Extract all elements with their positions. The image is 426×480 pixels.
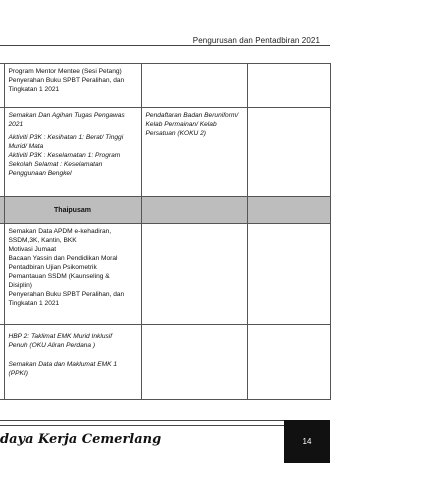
notes-cell <box>247 64 330 108</box>
cell-text: Murid/ Mata <box>8 143 44 150</box>
table-row <box>0 325 330 400</box>
cell-text: Penggunaan Bengkel <box>8 170 72 177</box>
cocurricular-cell <box>141 64 247 108</box>
activity-cell <box>4 224 141 325</box>
cell-text: Penyerahan Buku SPBT Peralihan, dan <box>8 291 125 298</box>
cell-text: Penyerahan Buku SPBT Peralihan, dan <box>8 77 125 84</box>
cocurricular-cell <box>141 325 247 400</box>
notes-cell <box>247 325 330 400</box>
page-number: 14 <box>302 437 312 446</box>
cocurricular-cell <box>141 108 247 197</box>
activity-cell <box>4 108 141 197</box>
cell-text: Aktiviti P3K : Keselamatan 1: Program <box>8 152 121 159</box>
notes-cell <box>247 108 330 197</box>
cell-text: Penuh (OKU Aliran Perdana ) <box>8 342 96 349</box>
cell-text: Tingkatan 1 2021 <box>8 300 60 307</box>
cell-text: 2021 <box>8 121 24 128</box>
activity-cell <box>4 325 141 400</box>
cell-text: Disiplin) <box>8 282 32 289</box>
cell-text: Motivasi Jumaat <box>8 246 57 253</box>
holiday-label: Thaipusam <box>4 197 141 224</box>
cocurricular-cell <box>141 197 247 224</box>
header-divider <box>0 45 330 46</box>
cell-text: Aktiviti P3K : Kesihatan 1: Berat/ Tinggi <box>8 134 124 141</box>
notes-cell <box>247 197 330 224</box>
cell-text: Pentadbiran Ujian Psikometrik <box>8 264 97 271</box>
cell-text: Persatuan (KOKU 2) <box>145 130 206 137</box>
cell-text: Bacaan Yassin dan Pendidikan Moral <box>8 255 118 262</box>
page-number-box <box>284 420 330 463</box>
cell-text: SSDM,3K, Kantin, BKK <box>8 237 77 244</box>
cocurricular-cell <box>141 224 247 325</box>
footer-divider-secondary <box>0 425 312 426</box>
table-row <box>0 224 330 325</box>
notes-cell <box>247 224 330 325</box>
cell-text: Pendaftaran Badan Beruniform/ <box>145 112 239 119</box>
line-gap <box>9 350 137 360</box>
cell-text: Semakan Data dan Maklumat EMK 1 <box>8 361 117 368</box>
cell-text: Sekolah Selamat : Keselamatan <box>8 161 103 168</box>
cell-text: Semakan Data APDM e-kehadiran, <box>8 228 112 235</box>
activity-cell <box>4 64 141 108</box>
cell-text: Pemantauan SSDM (Kaunseling & <box>8 273 110 280</box>
cell-text: Kelab Permainan/ Kelab <box>145 121 217 128</box>
holiday-row <box>0 197 330 224</box>
footer-divider <box>0 420 312 421</box>
schedule-table <box>0 63 331 400</box>
cell-text: HBP 2: Taklimat EMK Murid Inklusif <box>8 333 113 340</box>
cell-text: Tingkatan 1 2021 <box>8 86 60 93</box>
table-row <box>0 64 330 108</box>
cell-text: Program Mentor Mentee (Sesi Petang) <box>8 68 122 75</box>
page-header-title: Pengurusan dan Pentadbiran 2021 <box>192 36 320 45</box>
cell-text: Semakan Dan Agihan Tugas Pengawas <box>8 112 125 119</box>
cell-text: (PPKI) <box>8 370 28 377</box>
footer-motto: daya Kerja Cemerlang <box>0 432 162 447</box>
table-row <box>0 108 330 197</box>
